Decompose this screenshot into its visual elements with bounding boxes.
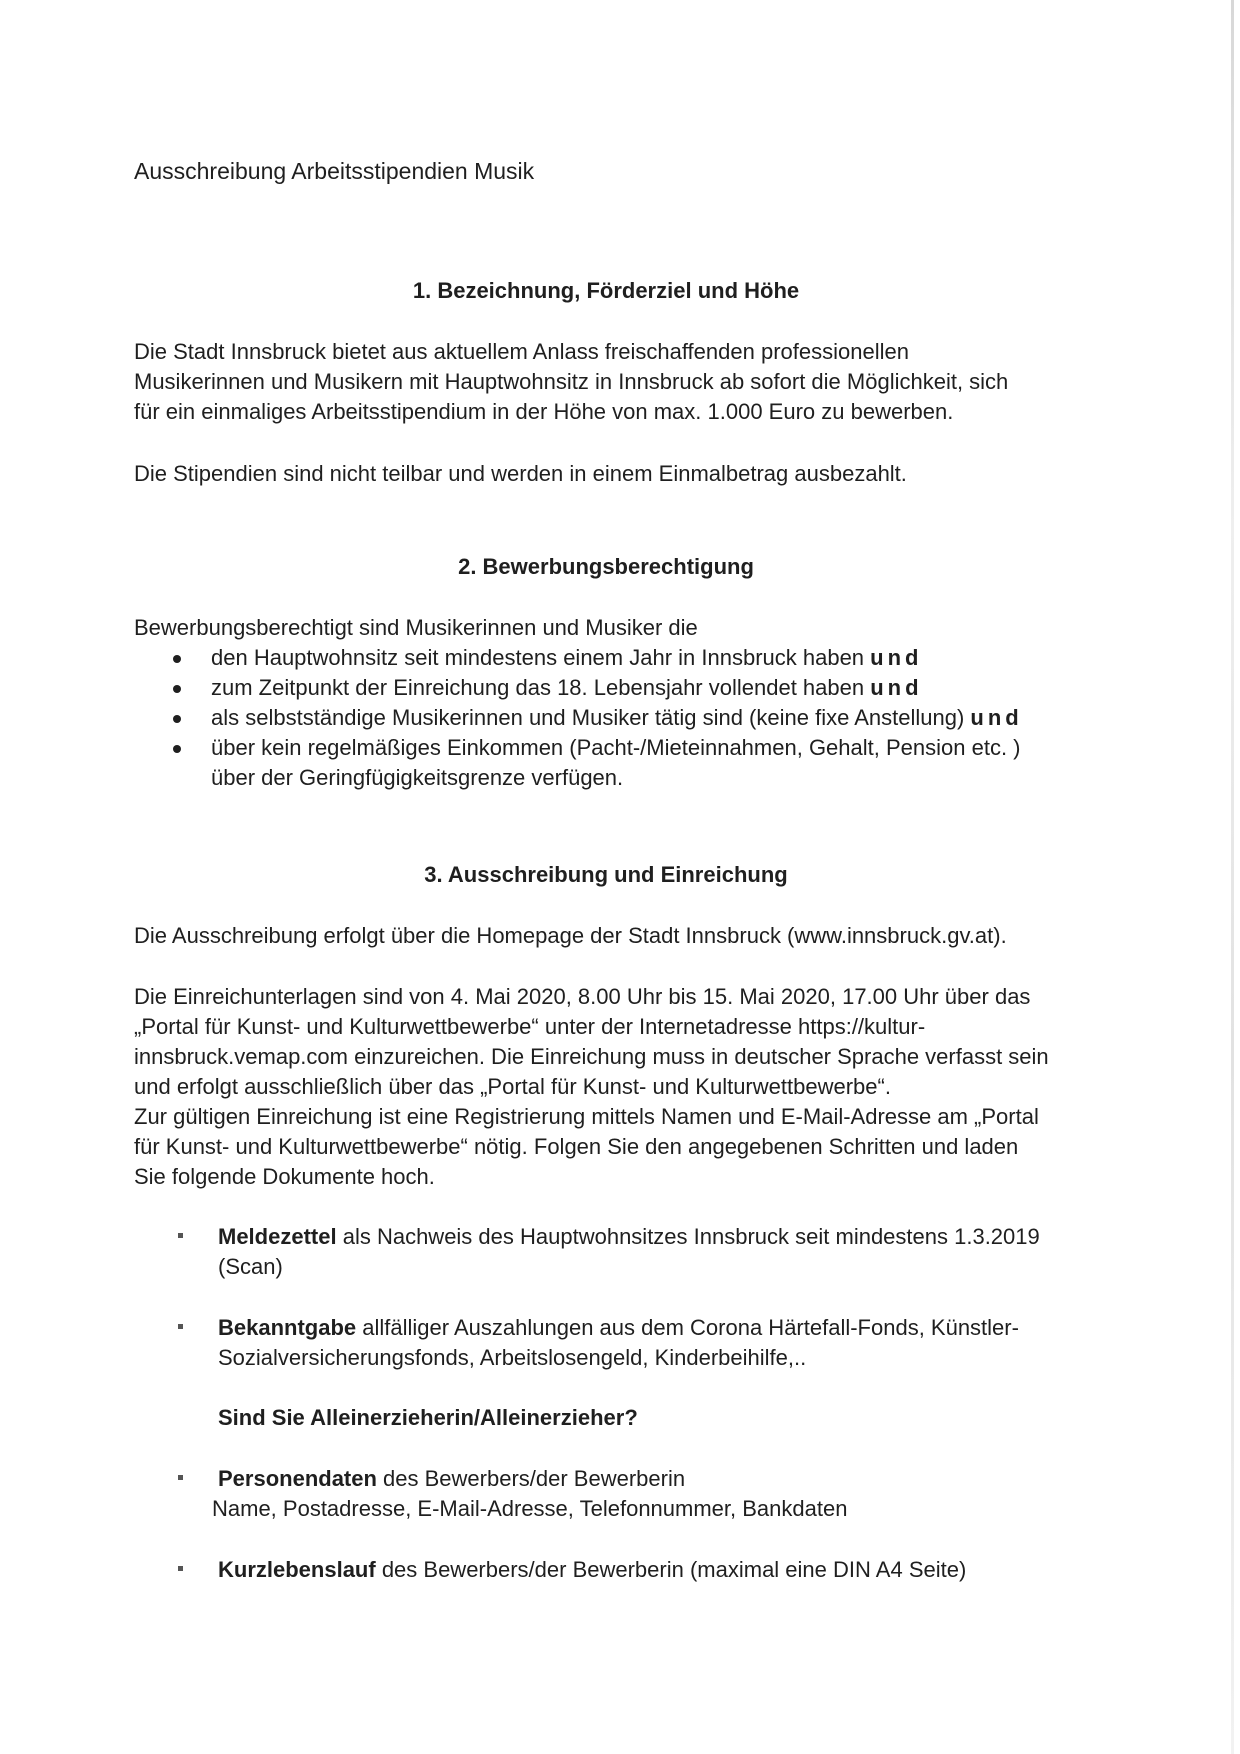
list-item-text: als selbstständige Musikerinnen und Musiker tätig sind (keine fixe Anstellung) — [211, 705, 971, 730]
doc-item-text: des Bewerbers/der Bewerberin — [376, 1466, 686, 1491]
section-2-heading: 2. Bewerbungsberechtigung — [458, 554, 754, 579]
section-1-para-2: Die Stipendien sind nicht teilbar und werden in einem Einmalbetrag ausbezahlt. — [134, 461, 907, 486]
list-item-continuation — [134, 763, 1023, 793]
section-3-para-2-line-7: Sie folgende Dokumente hoch. — [134, 1164, 435, 1189]
doc-item-text-line-2: Name, Postadresse, E-Mail-Adresse, Telefonnummer, Bankdaten — [212, 1496, 848, 1521]
doc-item-text: als Nachweis des Hauptwohnsitzes Innsbruck seit mindestens 1.3.2019 — [336, 1224, 1040, 1249]
section-1-para-1-line-3: für ein einmaliges Arbeitsstipendium in der Höhe von max. 1.000 Euro zu bewerben. — [134, 399, 954, 424]
bullet-icon — [173, 685, 181, 693]
bullet-icon — [178, 1233, 183, 1238]
document-title: Ausschreibung Arbeitsstipendien Musik — [134, 158, 535, 184]
list-item-text: über kein regelmäßiges Einkommen (Pacht-/Mieteinnahmen, Gehalt, Pension etc. ) — [211, 735, 1021, 760]
und-label: und — [870, 675, 923, 700]
list-item-text: den Hauptwohnsitz seit mindestens einem Jahr in Innsbruck haben — [211, 645, 871, 670]
bullet-icon — [173, 655, 181, 663]
scan-edge — [1231, 0, 1234, 1754]
doc-item-bold: Kurzlebenslauf — [218, 1557, 376, 1582]
doc-item-text-line-2: (Scan) — [218, 1254, 283, 1279]
section-3-para-1: Die Ausschreibung erfolgt über die Homepage der Stadt Innsbruck (www.innsbruck.gv.at). — [134, 923, 1007, 948]
bullet-icon — [178, 1324, 183, 1329]
list-item — [134, 673, 1023, 703]
list-item — [134, 733, 1023, 763]
doc-item-text: allfälliger Auszahlungen aus dem Corona Härtefall-Fonds, Künstler- — [356, 1315, 1019, 1340]
section-3-para-2-line-3: innsbruck.vemap.com einzureichen. Die Einreichung muss in deutscher Sprache verfasst sein — [134, 1044, 1049, 1069]
section-3-para-2-line-2: „Portal für Kunst- und Kulturwettbewerbe“ unter der Internetadresse https://kultur- — [134, 1014, 926, 1039]
list-item — [134, 643, 1023, 673]
bullet-icon — [178, 1566, 183, 1571]
doc-item-bold: Bekanntgabe — [218, 1315, 357, 1340]
bullet-icon — [178, 1475, 183, 1480]
section-2-intro: Bewerbungsberechtigt sind Musikerinnen und Musiker die — [134, 615, 698, 640]
doc-item-bold: Personendaten — [218, 1466, 377, 1491]
und-label: und — [870, 645, 923, 670]
section-3-para-2-line-4: und erfolgt ausschließlich über das „Portal für Kunst- und Kulturwettbewerbe“. — [134, 1074, 891, 1099]
list-item — [134, 703, 1023, 733]
single-parent-question: Sind Sie Alleinerzieherin/Alleinerzieher? — [218, 1405, 638, 1430]
doc-item-text: des Bewerbers/der Bewerberin (maximal eine DIN A4 Seite) — [375, 1557, 967, 1582]
list-item-text: zum Zeitpunkt der Einreichung das 18. Lebensjahr vollendet haben — [211, 675, 871, 700]
section-3-para-2-line-6: für Kunst- und Kulturwettbewerbe“ nötig. Folgen Sie den angegebenen Schritten und laden — [134, 1134, 1019, 1159]
bullet-icon — [173, 715, 181, 723]
list-item-text: über der Geringfügigkeitsgrenze verfügen. — [211, 765, 624, 790]
eligibility-list — [134, 643, 1023, 793]
doc-item-text-line-2: Sozialversicherungsfonds, Arbeitslosengeld, Kinderbeihilfe,.. — [218, 1345, 807, 1370]
section-3-para-2-line-1: Die Einreichunterlagen sind von 4. Mai 2020, 8.00 Uhr bis 15. Mai 2020, 17.00 Uhr über das — [134, 984, 1031, 1009]
section-1-para-1-line-1: Die Stadt Innsbruck bietet aus aktuellem Anlass freischaffenden professionellen — [134, 339, 909, 364]
und-label: und — [970, 705, 1023, 730]
bullet-icon — [173, 745, 181, 753]
section-1-heading: 1. Bezeichnung, Förderziel und Höhe — [412, 278, 800, 303]
doc-item-bold: Meldezettel — [218, 1224, 337, 1249]
section-3-heading: 3. Ausschreibung und Einreichung — [424, 862, 788, 887]
section-1-para-1-line-2: Musikerinnen und Musikern mit Hauptwohnsitz in Innsbruck ab sofort die Möglichkeit, sich — [134, 369, 1009, 394]
section-3-para-2-line-5: Zur gültigen Einreichung ist eine Registrierung mittels Namen und E-Mail-Adresse am „Portal — [134, 1104, 1039, 1129]
